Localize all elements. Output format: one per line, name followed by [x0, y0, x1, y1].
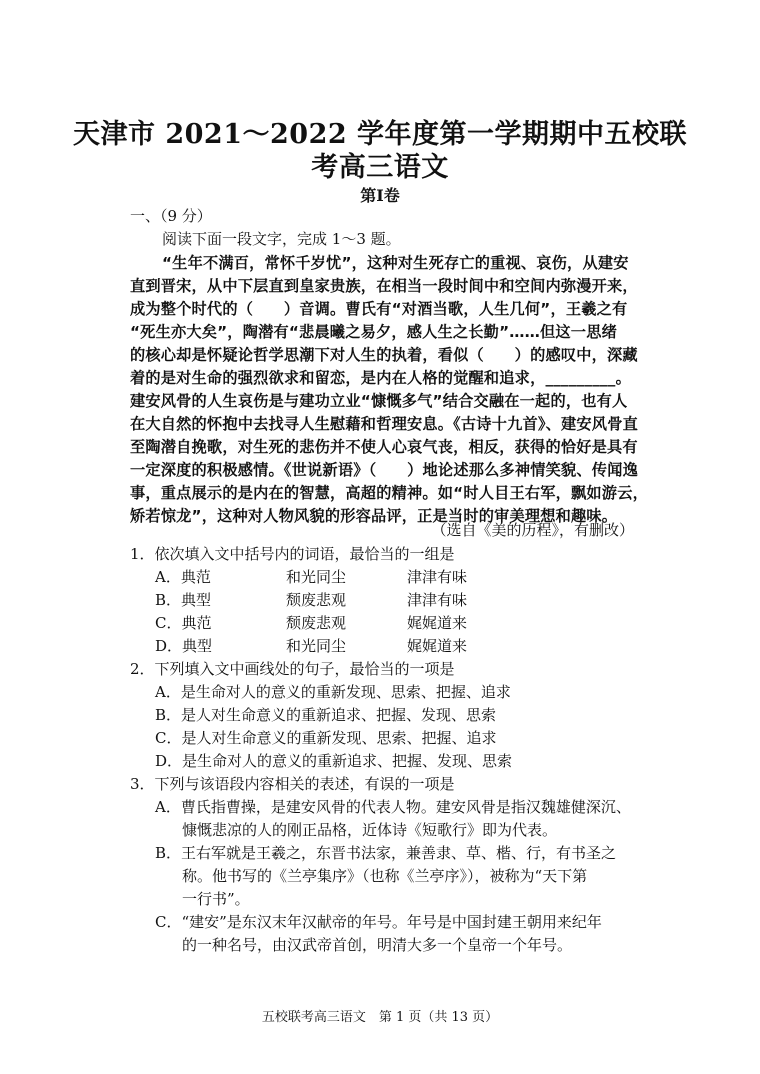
passage-line: 矫若惊龙”，这种对人物风貌的形容品评，正是当时的审美理想和趣味。 [130, 507, 618, 525]
q1-option-c-word2: 颓废悲观 [286, 614, 347, 632]
passage-line: 着的是对生命的强烈欲求和留恋，是内在人格的觉醒和追求，_________。 [130, 369, 631, 387]
q3-option-c-line2: 的一种名号，由汉武帝首创，明清大多一个皇帝一个年号。 [182, 936, 573, 954]
exam-title-line2: 考高三语文 [311, 152, 449, 183]
passage-line: 事，重点展示的是内在的智慧，高超的精神。如“时人目王右军，飘如游云， [130, 484, 648, 502]
passage-line: 在大自然的怀抱中去找寻人生慰藉和哲理安息。《古诗十九首》、建安风骨直 [130, 415, 638, 433]
q3-option-b-line1: B．王右军就是王羲之，东晋书法家，兼善隶、草、楷、行，有书圣之 [155, 844, 617, 862]
passage-line: “死生亦大矣”，陶潜有“悲晨曦之易夕，感人生之长勤”……但这一思绪 [130, 323, 617, 341]
section-header: 一、（9 分） [130, 207, 212, 225]
q1-option-b-word3: 津津有味 [407, 591, 468, 609]
q3-option-a-line1: A．曹氏指曹操，是建安风骨的代表人物。建安风骨是指汉魏雄健深沉、 [155, 798, 631, 816]
question-2-stem: 2．下列填入文中画线处的句子，最恰当的一项是 [130, 660, 455, 678]
q1-option-d-word3: 娓娓道来 [407, 637, 468, 655]
passage-line: 成为整个时代的（ ）音调。曹氏有“对酒当歌，人生几何”，王羲之有 [130, 300, 628, 318]
q1-option-d-label: D．典型 [155, 637, 213, 655]
q2-option-d: D．是生命对人的意义的重新追求、把握、发现、思索 [155, 752, 513, 770]
q1-option-c-word3: 娓娓道来 [407, 614, 468, 632]
passage-source: （选自《美的历程》，有删改） [431, 521, 634, 539]
q1-option-a-word3: 津津有味 [407, 568, 468, 586]
q1-option-c-label: C．典范 [155, 614, 212, 632]
q3-option-c-line1: C．“建安”是东汉末年汉献帝的年号。年号是中国封建王朝用来纪年 [155, 913, 602, 931]
passage-line: 直到晋宋，从中下层直到皇家贵族，在相当一段时间中和空间内弥漫开来， [130, 277, 638, 295]
q1-option-b-word2: 颓废悲观 [286, 591, 347, 609]
passage-line: 建安风骨的人生哀伤是与建功立业“慷慨多气”结合交融在一起的，也有人 [130, 392, 628, 410]
passage-line: 一定深度的积极感情。《世说新语》（ ）地论述那么多神情笑貌、传闻逸 [130, 461, 638, 479]
q1-option-b-label: B．典型 [155, 591, 212, 609]
q3-option-b-line2: 称。他书写的《兰亭集序》（也称《兰亭序》），被称为“天下第 [182, 867, 588, 885]
section-instruction: 阅读下面一段文字，完成 1～3 题。 [162, 230, 401, 248]
volume-heading: 第Ⅰ卷 [360, 186, 400, 205]
q2-option-a: A．是生命对人的意义的重新发现、思索、把握、追求 [155, 683, 511, 701]
question-3-stem: 3．下列与该语段内容相关的表述，有误的一项是 [130, 775, 455, 793]
passage-line: 至陶潜自挽歌，对生死的悲伤并不使人心哀气丧，相反，获得的恰好是具有 [130, 438, 638, 456]
q1-option-d-word2: 和光同尘 [286, 637, 347, 655]
q2-option-c: C．是人对生命意义的重新发现、思索、把握、追求 [155, 729, 497, 747]
q2-option-b: B．是人对生命意义的重新追求、把握、发现、思索 [155, 706, 497, 724]
q1-option-a-label: A．典范 [155, 568, 211, 586]
exam-title-line1: 天津市 2021～2022 学年度第一学期期中五校联 [72, 119, 688, 150]
q3-option-b-line3: 一行书”。 [182, 890, 250, 908]
question-1-stem: 1．依次填入文中括号内的词语，最恰当的一组是 [130, 545, 455, 563]
passage-line: 的核心却是怀疑论哲学思潮下对人生的执着，看似（ ）的感叹中，深藏 [130, 346, 638, 364]
q3-option-a-line2: 慷慨悲凉的人的刚正品格，近体诗《短歌行》即为代表。 [182, 821, 558, 839]
q1-option-a-word2: 和光同尘 [286, 568, 347, 586]
page-footer: 五校联考高三语文 第 1 页（共 13 页） [261, 1010, 499, 1025]
passage-line: “生年不满百，常怀千岁忧”，这种对生死存亡的重视、哀伤，从建安 [162, 254, 629, 272]
